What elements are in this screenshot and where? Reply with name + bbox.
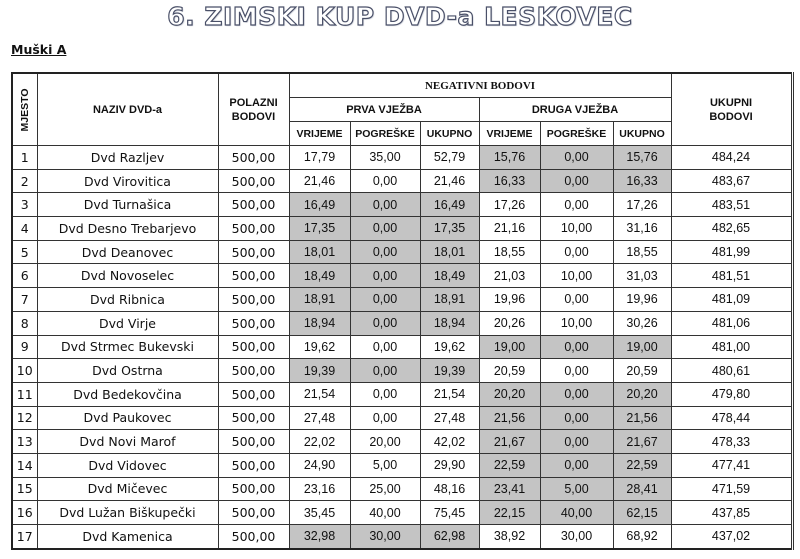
cell-v1-errors: 40,00 — [350, 501, 420, 525]
cell-rank: 8 — [12, 311, 37, 335]
cell-v2-subtotal: 31,16 — [613, 217, 671, 241]
cell-name: Dvd Mičevec — [37, 477, 218, 501]
table-row — [12, 453, 792, 477]
cell-v1-errors: 5,00 — [350, 453, 420, 477]
table-row — [12, 359, 792, 383]
cell-start-points: 500,00 — [218, 288, 289, 312]
cell-start-points: 500,00 — [218, 240, 289, 264]
cell-v1-subtotal: 75,45 — [420, 501, 479, 525]
cell-v2-time: 21,03 — [479, 264, 540, 288]
cell-start-points: 500,00 — [218, 453, 289, 477]
cell-v1-subtotal: 18,94 — [420, 311, 479, 335]
table-row — [12, 169, 792, 193]
cell-v1-time: 19,62 — [289, 335, 350, 359]
header-start-points: POLAZNI BODOVI — [218, 73, 289, 146]
cell-v2-subtotal: 17,26 — [613, 193, 671, 217]
table-row — [12, 335, 792, 359]
table-row — [12, 525, 792, 549]
header-negative-points: NEGATIVNI BODOVI — [289, 73, 671, 98]
cell-v2-errors: 0,00 — [540, 240, 613, 264]
cell-v1-time: 17,79 — [289, 146, 350, 170]
cell-total-points: 483,67 — [671, 169, 792, 193]
cell-total-points: 481,51 — [671, 264, 792, 288]
cell-v2-subtotal: 20,20 — [613, 382, 671, 406]
table-row — [12, 406, 792, 430]
cell-v1-time: 32,98 — [289, 525, 350, 549]
header-rank: MJESTO — [12, 73, 37, 146]
cell-start-points: 500,00 — [218, 335, 289, 359]
cell-v1-time: 17,35 — [289, 217, 350, 241]
cell-name: Dvd Ribnica — [37, 288, 218, 312]
cell-total-points: 477,41 — [671, 453, 792, 477]
cell-v2-time: 21,67 — [479, 430, 540, 454]
header-v2-errors: POGREŠKE — [540, 122, 613, 146]
cell-rank: 2 — [12, 169, 37, 193]
cell-v1-subtotal: 52,79 — [420, 146, 479, 170]
cell-total-points: 479,80 — [671, 382, 792, 406]
cell-v2-errors: 10,00 — [540, 311, 613, 335]
cell-v2-subtotal: 20,59 — [613, 359, 671, 383]
cell-v2-time: 38,92 — [479, 525, 540, 549]
cell-v2-time: 21,16 — [479, 217, 540, 241]
cell-name: Dvd Bedekovčina — [37, 382, 218, 406]
cell-v2-subtotal: 30,26 — [613, 311, 671, 335]
header-name: NAZIV DVD-a — [37, 73, 218, 146]
cell-name: Dvd Virje — [37, 311, 218, 335]
cell-total-points: 484,24 — [671, 146, 792, 170]
cell-v2-errors: 40,00 — [540, 501, 613, 525]
cell-total-points: 482,65 — [671, 217, 792, 241]
cell-total-points: 481,99 — [671, 240, 792, 264]
cell-rank: 10 — [12, 359, 37, 383]
cell-start-points: 500,00 — [218, 146, 289, 170]
cell-rank: 5 — [12, 240, 37, 264]
cell-name: Dvd Novi Marof — [37, 430, 218, 454]
cell-start-points: 500,00 — [218, 501, 289, 525]
table-row — [12, 217, 792, 241]
cell-v1-errors: 0,00 — [350, 264, 420, 288]
cell-rank: 14 — [12, 453, 37, 477]
cell-name: Dvd Paukovec — [37, 406, 218, 430]
cell-v1-time: 16,49 — [289, 193, 350, 217]
cell-v2-time: 22,59 — [479, 453, 540, 477]
cell-start-points: 500,00 — [218, 430, 289, 454]
cell-v2-subtotal: 31,03 — [613, 264, 671, 288]
table-row — [12, 501, 792, 525]
header-second-exercise: DRUGA VJEŽBA — [479, 98, 671, 122]
cell-v2-errors: 10,00 — [540, 264, 613, 288]
cell-name: Dvd Strmec Bukevski — [37, 335, 218, 359]
cell-v1-subtotal: 62,98 — [420, 525, 479, 549]
table-row — [12, 240, 792, 264]
cell-total-points: 483,51 — [671, 193, 792, 217]
cell-start-points: 500,00 — [218, 264, 289, 288]
cell-v2-subtotal: 19,00 — [613, 335, 671, 359]
cell-start-points: 500,00 — [218, 217, 289, 241]
cell-name: Dvd Novoselec — [37, 264, 218, 288]
header-total-points: UKUPNI BODOVI — [671, 73, 792, 146]
table-row — [12, 477, 792, 501]
cell-v1-errors: 0,00 — [350, 193, 420, 217]
cell-v2-subtotal: 21,56 — [613, 406, 671, 430]
cell-v2-subtotal: 28,41 — [613, 477, 671, 501]
cell-v1-subtotal: 18,49 — [420, 264, 479, 288]
cell-v2-errors: 30,00 — [540, 525, 613, 549]
cell-v2-errors: 5,00 — [540, 477, 613, 501]
cell-rank: 7 — [12, 288, 37, 312]
header-first-exercise: PRVA VJEŽBA — [289, 98, 479, 122]
cell-v2-time: 23,41 — [479, 477, 540, 501]
cell-rank: 12 — [12, 406, 37, 430]
cell-v2-time: 20,59 — [479, 359, 540, 383]
cell-rank: 3 — [12, 193, 37, 217]
cell-rank: 6 — [12, 264, 37, 288]
cell-start-points: 500,00 — [218, 382, 289, 406]
cell-v1-subtotal: 29,90 — [420, 453, 479, 477]
header-v2-subtotal: UKUPNO — [613, 122, 671, 146]
cell-v1-errors: 0,00 — [350, 406, 420, 430]
cell-v1-time: 23,16 — [289, 477, 350, 501]
cell-v1-subtotal: 18,91 — [420, 288, 479, 312]
cell-name: Dvd Desno Trebarjevo — [37, 217, 218, 241]
cell-v1-errors: 0,00 — [350, 240, 420, 264]
cell-v1-time: 18,94 — [289, 311, 350, 335]
cell-total-points: 478,44 — [671, 406, 792, 430]
cell-name: Dvd Turnašica — [37, 193, 218, 217]
cell-v2-time: 21,56 — [479, 406, 540, 430]
cell-v2-time: 19,96 — [479, 288, 540, 312]
cell-start-points: 500,00 — [218, 169, 289, 193]
cell-rank: 11 — [12, 382, 37, 406]
cell-v2-time: 15,76 — [479, 146, 540, 170]
cell-v1-errors: 0,00 — [350, 335, 420, 359]
cell-v1-time: 21,54 — [289, 382, 350, 406]
table-row — [12, 288, 792, 312]
cell-total-points: 437,85 — [671, 501, 792, 525]
cell-v2-time: 19,00 — [479, 335, 540, 359]
header-v2-time: VRIJEME — [479, 122, 540, 146]
cell-v1-subtotal: 48,16 — [420, 477, 479, 501]
cell-start-points: 500,00 — [218, 359, 289, 383]
cell-v2-errors: 0,00 — [540, 430, 613, 454]
cell-v1-subtotal: 19,62 — [420, 335, 479, 359]
cell-v2-time: 22,15 — [479, 501, 540, 525]
cell-v2-time: 18,55 — [479, 240, 540, 264]
cell-v2-errors: 0,00 — [540, 382, 613, 406]
cell-rank: 13 — [12, 430, 37, 454]
cell-v1-time: 18,49 — [289, 264, 350, 288]
cell-v1-time: 22,02 — [289, 430, 350, 454]
page-title: 6. ZIMSKI KUP DVD-a LESKOVEC — [167, 2, 633, 31]
cell-v1-time: 18,01 — [289, 240, 350, 264]
cell-start-points: 500,00 — [218, 193, 289, 217]
cell-v1-errors: 0,00 — [350, 359, 420, 383]
cell-v2-subtotal: 68,92 — [613, 525, 671, 549]
cell-v1-errors: 0,00 — [350, 311, 420, 335]
cell-v1-subtotal: 19,39 — [420, 359, 479, 383]
cell-v1-errors: 30,00 — [350, 525, 420, 549]
cell-total-points: 478,33 — [671, 430, 792, 454]
cell-v1-errors: 0,00 — [350, 217, 420, 241]
table-row — [12, 382, 792, 406]
cell-rank: 17 — [12, 525, 37, 549]
table-row — [12, 193, 792, 217]
cell-v2-time: 20,20 — [479, 382, 540, 406]
cell-v2-time: 17,26 — [479, 193, 540, 217]
cell-start-points: 500,00 — [218, 406, 289, 430]
cell-v1-time: 18,91 — [289, 288, 350, 312]
cell-start-points: 500,00 — [218, 525, 289, 549]
cell-v2-errors: 0,00 — [540, 453, 613, 477]
cell-v2-errors: 0,00 — [540, 406, 613, 430]
cell-name: Dvd Kamenica — [37, 525, 218, 549]
cell-v2-subtotal: 22,59 — [613, 453, 671, 477]
results-body — [12, 146, 792, 549]
cell-total-points: 480,61 — [671, 359, 792, 383]
cell-name: Dvd Virovitica — [37, 169, 218, 193]
cell-v1-errors: 25,00 — [350, 477, 420, 501]
cell-v2-errors: 0,00 — [540, 146, 613, 170]
cell-v1-time: 27,48 — [289, 406, 350, 430]
cell-v2-errors: 0,00 — [540, 335, 613, 359]
cell-v1-subtotal: 21,46 — [420, 169, 479, 193]
cell-v2-subtotal: 62,15 — [613, 501, 671, 525]
header-v1-errors: POGREŠKE — [350, 122, 420, 146]
cell-v1-subtotal: 18,01 — [420, 240, 479, 264]
table-row — [12, 430, 792, 454]
cell-v2-errors: 0,00 — [540, 288, 613, 312]
header-v1-subtotal: UKUPNO — [420, 122, 479, 146]
cell-v1-errors: 20,00 — [350, 430, 420, 454]
cell-v1-subtotal: 17,35 — [420, 217, 479, 241]
cell-v1-subtotal: 27,48 — [420, 406, 479, 430]
cell-v2-subtotal: 16,33 — [613, 169, 671, 193]
cell-v1-subtotal: 21,54 — [420, 382, 479, 406]
cell-v1-errors: 35,00 — [350, 146, 420, 170]
cell-v2-errors: 0,00 — [540, 193, 613, 217]
cell-v1-time: 19,39 — [289, 359, 350, 383]
cell-v2-errors: 0,00 — [540, 169, 613, 193]
cell-v1-time: 21,46 — [289, 169, 350, 193]
cell-name: Dvd Lužan Biškupečki — [37, 501, 218, 525]
cell-total-points: 481,06 — [671, 311, 792, 335]
cell-start-points: 500,00 — [218, 311, 289, 335]
cell-rank: 16 — [12, 501, 37, 525]
cell-total-points: 481,09 — [671, 288, 792, 312]
cell-v1-subtotal: 16,49 — [420, 193, 479, 217]
cell-v2-subtotal: 15,76 — [613, 146, 671, 170]
cell-rank: 4 — [12, 217, 37, 241]
category-label: Muški A — [11, 42, 67, 57]
cell-name: Dvd Deanovec — [37, 240, 218, 264]
cell-v1-errors: 0,00 — [350, 382, 420, 406]
cell-v2-time: 20,26 — [479, 311, 540, 335]
cell-v2-errors: 10,00 — [540, 217, 613, 241]
cell-v2-errors: 0,00 — [540, 359, 613, 383]
cell-v1-errors: 0,00 — [350, 288, 420, 312]
table-row — [12, 146, 792, 170]
cell-name: Dvd Ostrna — [37, 359, 218, 383]
cell-total-points: 437,02 — [671, 525, 792, 549]
cell-v1-subtotal: 42,02 — [420, 430, 479, 454]
cell-v1-errors: 0,00 — [350, 169, 420, 193]
cell-total-points: 481,00 — [671, 335, 792, 359]
cell-v2-subtotal: 19,96 — [613, 288, 671, 312]
cell-v1-time: 24,90 — [289, 453, 350, 477]
cell-name: Dvd Vidovec — [37, 453, 218, 477]
cell-rank: 15 — [12, 477, 37, 501]
cell-name: Dvd Razljev — [37, 146, 218, 170]
cell-v2-subtotal: 18,55 — [613, 240, 671, 264]
results-table — [11, 72, 794, 550]
header-v1-time: VRIJEME — [289, 122, 350, 146]
cell-rank: 1 — [12, 146, 37, 170]
table-row — [12, 264, 792, 288]
cell-v1-time: 35,45 — [289, 501, 350, 525]
cell-rank: 9 — [12, 335, 37, 359]
cell-total-points: 471,59 — [671, 477, 792, 501]
cell-start-points: 500,00 — [218, 477, 289, 501]
table-row — [12, 311, 792, 335]
cell-v2-time: 16,33 — [479, 169, 540, 193]
cell-v2-subtotal: 21,67 — [613, 430, 671, 454]
